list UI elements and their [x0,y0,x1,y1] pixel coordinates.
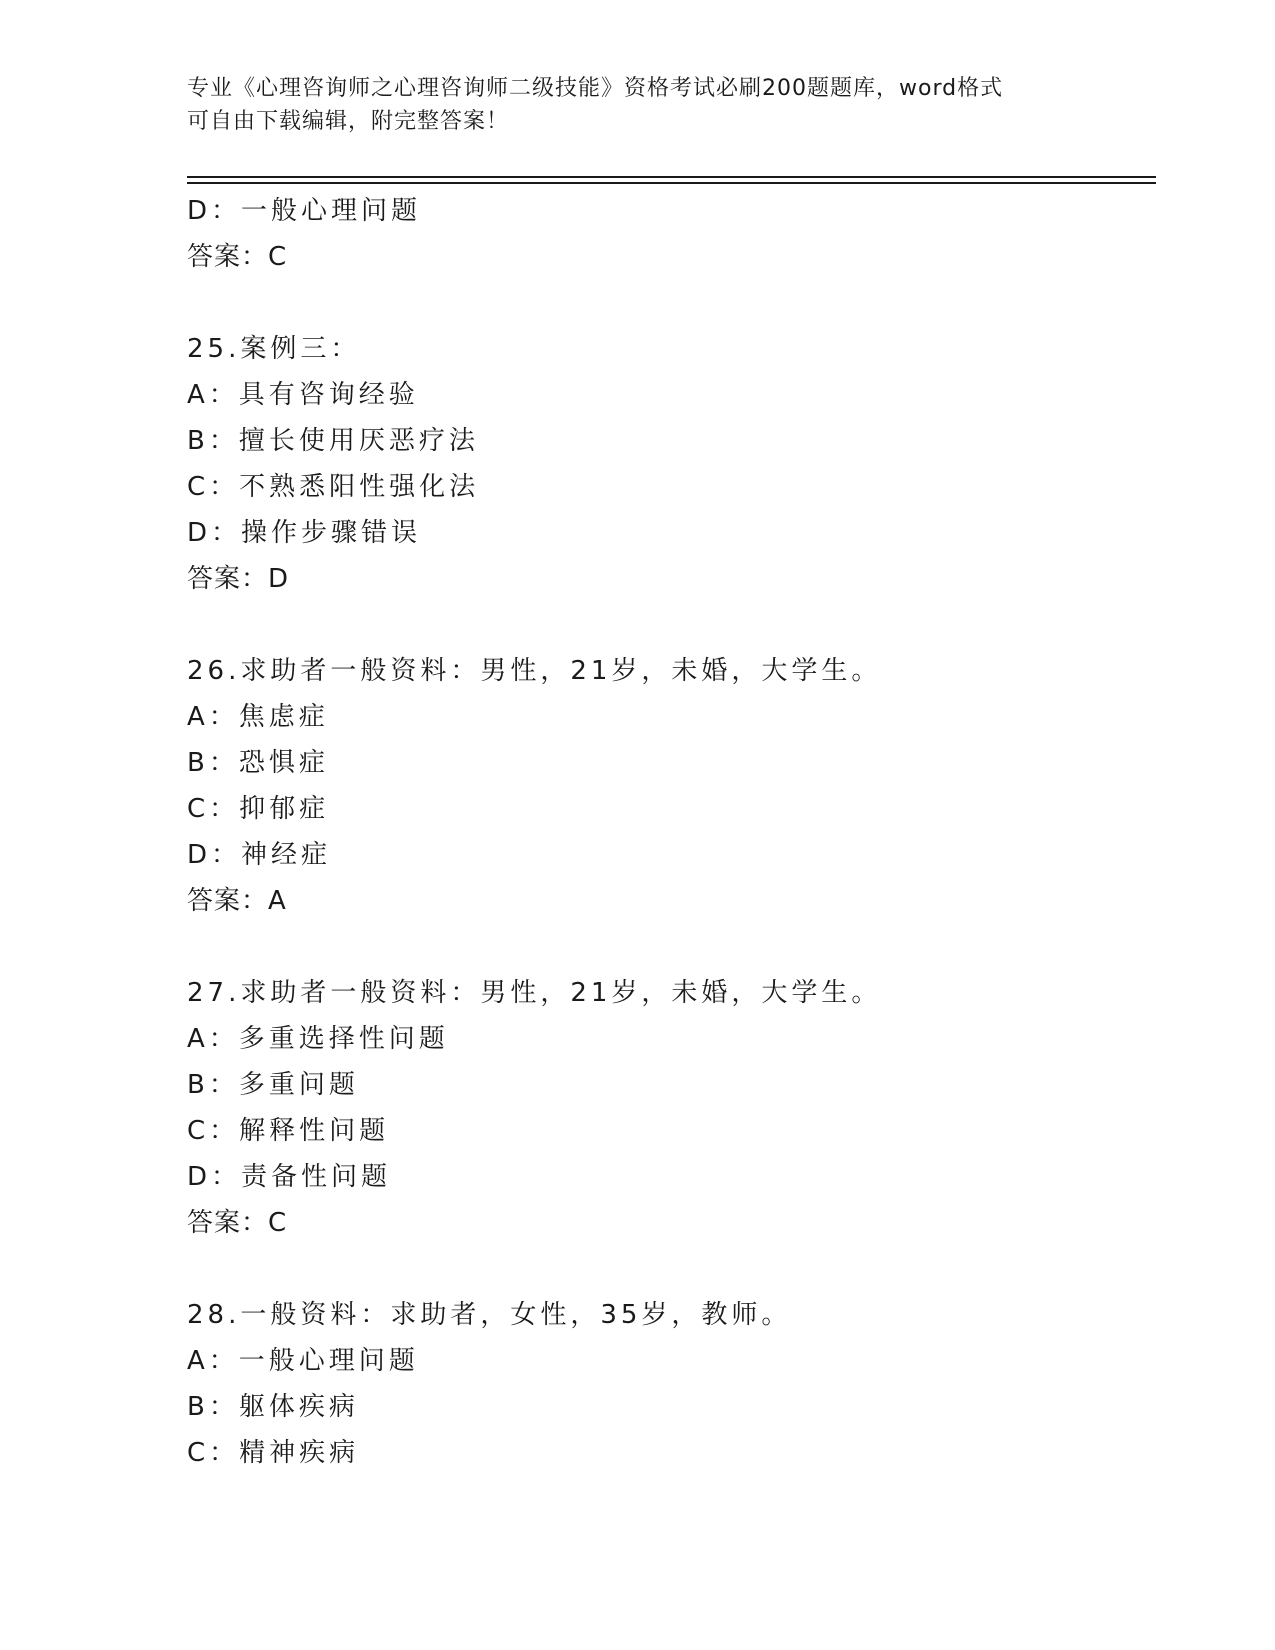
question-stem: 28.一般资料：求助者，女性，35岁，教师。 [187,1300,792,1330]
document-body [187,188,1147,1476]
question-stem: 27.求助者一般资料：男性，21岁，未婚，大学生。 [187,978,882,1008]
option-a: A：具有咨询经验 [187,380,419,410]
spacer [187,280,1147,326]
header-line-1: 专业《心理咨询师之心理咨询师二级技能》资格考试必刷200题题库，word格式 [187,76,1004,101]
answer-line: 答案：C [187,242,288,272]
option-d: D：一般心理问题 [187,196,422,226]
option-c: C：抑郁症 [187,794,330,824]
option-a: A：一般心理问题 [187,1346,419,1376]
option-b: B：躯体疾病 [187,1392,359,1422]
answer-line: 答案：A [187,886,287,916]
option-b: B：恐惧症 [187,748,329,778]
header-divider-top [187,176,1156,178]
answer-line: 答案：C [187,1208,288,1238]
question-27 [187,970,1147,1246]
question-stem: 26.求助者一般资料：男性，21岁，未婚，大学生。 [187,656,882,686]
spacer [187,602,1147,648]
option-a: A：多重选择性问题 [187,1024,449,1054]
question-25 [187,326,1147,602]
question-28 [187,1292,1147,1476]
header-line-2: 可自由下载编辑，附完整答案！ [187,109,510,134]
question-stem: 25.案例三： [187,334,361,364]
header-divider-bottom [187,182,1156,184]
question-26 [187,648,1147,924]
spacer [187,924,1147,970]
option-c: C：精神疾病 [187,1438,360,1468]
option-c: C：不熟悉阳性强化法 [187,472,480,502]
answer-line: 答案：D [187,564,290,594]
option-d: D：神经症 [187,840,332,870]
option-b: B：多重问题 [187,1070,359,1100]
option-a: A：焦虑症 [187,702,329,732]
option-d: D：操作步骤错误 [187,518,422,548]
option-c: C：解释性问题 [187,1116,390,1146]
option-b: B：擅长使用厌恶疗法 [187,426,479,456]
option-d: D：责备性问题 [187,1162,392,1192]
document-header [187,72,1087,138]
spacer [187,1246,1147,1292]
